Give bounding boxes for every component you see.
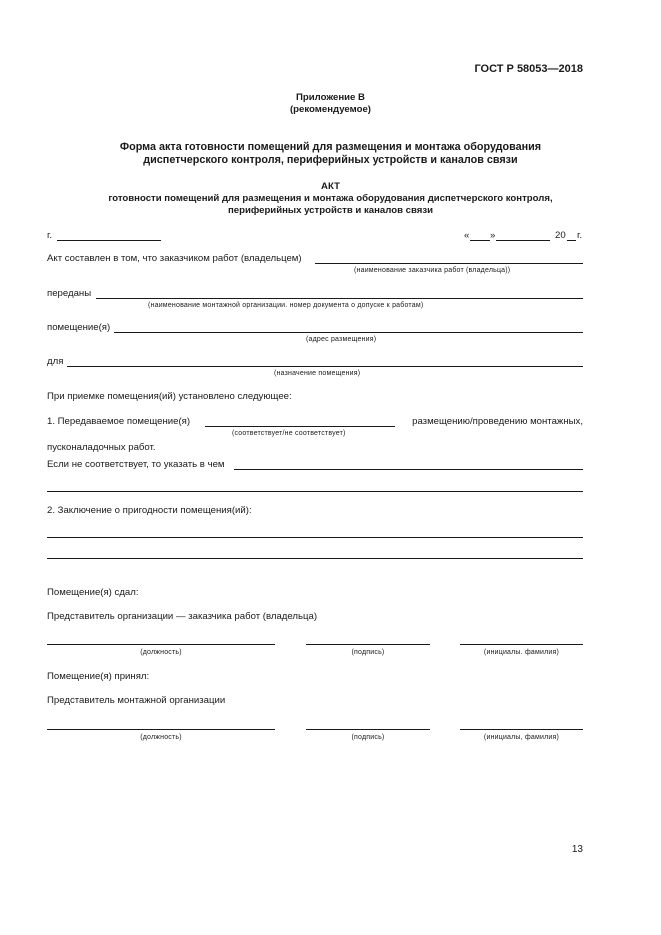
purpose-label: для: [47, 356, 64, 367]
premises-field[interactable]: [114, 332, 583, 333]
date-suffix: г.: [577, 230, 582, 241]
findings-intro: При приемке помещения(ий) установлено следующее:: [47, 391, 292, 402]
installer-position-hint: (должность): [140, 734, 182, 741]
city-prefix: г.: [47, 230, 52, 241]
installer-initials-field[interactable]: [460, 729, 583, 730]
customer-position-hint: (должность): [140, 649, 182, 656]
purpose-field[interactable]: [67, 366, 583, 367]
date-close-quote: »: [490, 230, 496, 241]
form-title-line1: Форма акта готовности помещений для размещения и монтажа оборудования: [119, 141, 542, 153]
form-title-line2: диспетчерского контроля, периферийных устройств и каналов связи: [143, 154, 518, 166]
date-year-field[interactable]: [567, 240, 576, 241]
premises-hint: (адрес размещения): [306, 336, 377, 343]
transferred-field[interactable]: [96, 298, 583, 299]
premises-label: помещение(я): [47, 322, 111, 333]
installer-signature-hint: (подпись): [351, 734, 385, 741]
customer-field[interactable]: [315, 263, 583, 264]
customer-signature-field[interactable]: [306, 644, 430, 645]
city-field[interactable]: [57, 240, 161, 241]
date-year-prefix: 20: [555, 230, 566, 241]
handed-over-label: Помещение(я) сдал:: [47, 587, 139, 598]
purpose-hint: (назначение помещения): [274, 370, 361, 377]
item2-label: 2. Заключение о пригодности помещения(ий):: [47, 505, 252, 516]
act-subtitle-line1: готовности помещений для размещения и монтажа оборудования диспетчерского контроля,: [108, 193, 553, 204]
appendix-subtitle: (рекомендуемое): [289, 104, 371, 115]
act-subtitle-line2: периферийных устройств и каналов связи: [227, 205, 434, 216]
customer-initials-hint: (инициалы. фамилия): [483, 649, 560, 656]
transferred-label: переданы: [47, 288, 92, 299]
transferred-hint: (наименование монтажной организации. номер документа о допуске к работам): [148, 302, 424, 309]
item1-end: размещению/проведению монтажных,: [412, 416, 583, 427]
accepted-label: Помещение(я) принял:: [47, 671, 150, 682]
conclusion-field-line1[interactable]: [47, 537, 583, 538]
customer-hint: (наименование заказчика работ (владельца)): [354, 267, 511, 274]
act-heading: АКТ: [321, 181, 340, 192]
customer-representative-label: Представитель организации — заказчика работ (владельца): [47, 611, 318, 622]
customer-label: Акт составлен в том, что заказчиком работ (владельцем): [47, 253, 302, 264]
customer-initials-field[interactable]: [460, 644, 583, 645]
mismatch-field-line2[interactable]: [47, 491, 583, 492]
standard-number: ГОСТ Р 58053—2018: [474, 63, 583, 75]
date-open-quote: «: [464, 230, 470, 241]
customer-signature-hint: (подпись): [351, 649, 385, 656]
date-month-field[interactable]: [496, 240, 550, 241]
installer-position-field[interactable]: [47, 729, 275, 730]
page-number: 13: [571, 844, 583, 855]
installer-representative-label: Представитель монтажной организации: [47, 695, 226, 706]
installer-initials-hint: (инициалы, фамилия): [483, 734, 560, 741]
mismatch-label: Если не соответствует, то указать в чем: [47, 459, 225, 470]
mismatch-field-line1[interactable]: [234, 469, 583, 470]
appendix-title: Приложение В: [296, 92, 365, 103]
compliance-field[interactable]: [205, 426, 395, 427]
conclusion-field-line2[interactable]: [47, 558, 583, 559]
installer-signature-field[interactable]: [306, 729, 430, 730]
date-day-field[interactable]: [470, 240, 490, 241]
compliance-hint: (соответствует/не соответствует): [232, 430, 346, 437]
item1-start: 1. Передаваемое помещение(я): [47, 416, 191, 427]
item1-continuation: пусконаладочных работ.: [47, 442, 156, 453]
customer-position-field[interactable]: [47, 644, 275, 645]
